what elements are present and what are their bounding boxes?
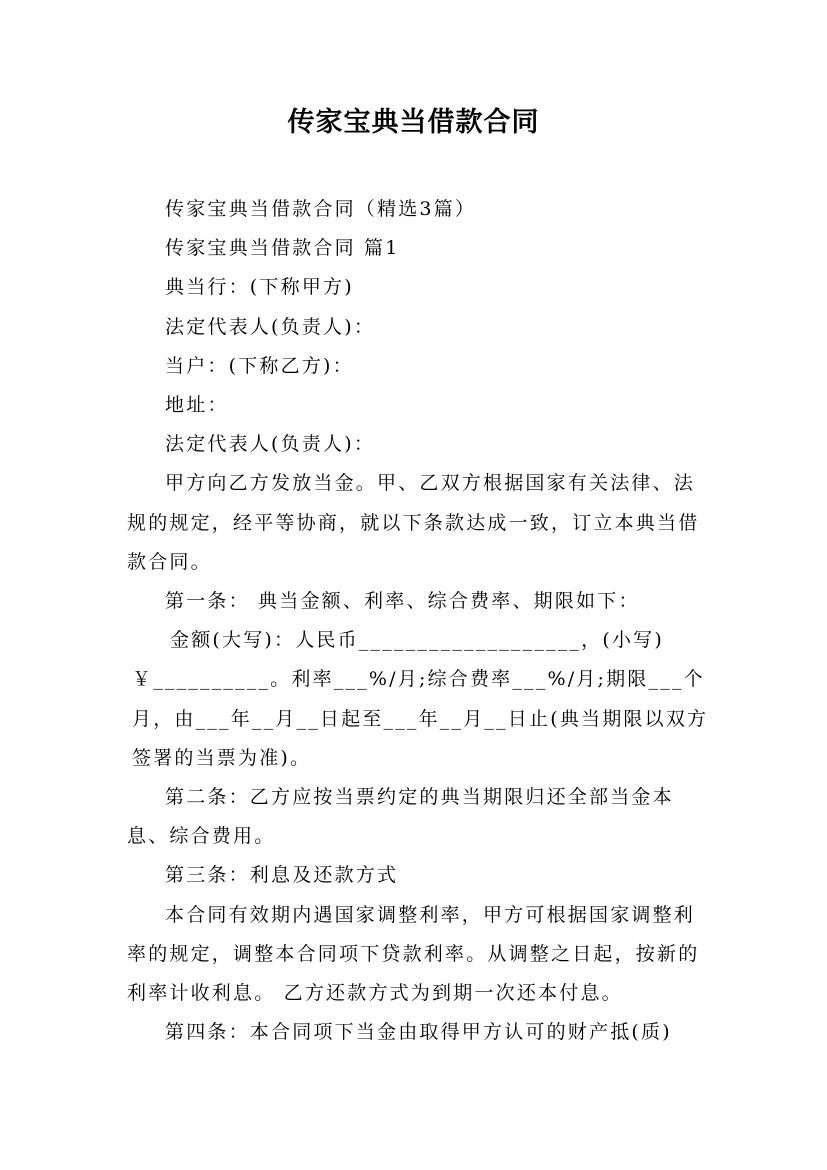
paragraph-part-heading: 传家宝典当借款合同 篇1 [165, 237, 400, 260]
paragraph-subtitle: 传家宝典当借款合同（精选3篇） [165, 198, 477, 220]
paragraph-pawnshop: 典当行：(下称甲方) [165, 276, 354, 299]
paragraph-legal-rep-a: 法定代表人(负责人)： [165, 315, 376, 338]
paragraph-article-1: 第一条： 典当金额、利率、综合费率、期限如下： [165, 590, 640, 613]
document-body [127, 190, 712, 1052]
paragraph-interest-adjust: 本合同有效期内遇国家调整利率，甲方可根据国家调整利率的规定，调整本合同项下贷款利率。从调整之日起，按新的利率计收利息。 乙方还款方式为到期一次还本付息。 [127, 903, 700, 1005]
paragraph-article-2: 第二条：乙方应按当票约定的典当期限归还全部当金本息、综合费用。 [127, 786, 674, 848]
paragraph-preamble: 甲方向乙方发放当金。甲、乙双方根据国家有关法律、法规的规定，经平等协商，就以下条款达成一致，订立本典当借款合同。 [127, 472, 700, 573]
paragraph-address: 地址： [165, 394, 229, 417]
paragraph-article-3: 第三条：利息及还款方式 [165, 864, 399, 887]
paragraph-legal-rep-b: 法定代表人(负责人)： [165, 433, 376, 456]
paragraph-article-4: 第四条：本合同项下当金由取得甲方认可的财产抵(质) [165, 1021, 672, 1044]
paragraph-pawner: 当户：(下称乙方)： [165, 354, 354, 377]
paragraph-amount-terms: 金额(大写)：人民币___________________，(小写)￥__________。利率___%/月;综合费率___%/月;期限___个月，由___年__月__日起至___年__月__日止(典当期限以双方签署的当票为准)。 [132, 629, 709, 769]
document-title: 传家宝典当借款合同 [287, 107, 540, 138]
